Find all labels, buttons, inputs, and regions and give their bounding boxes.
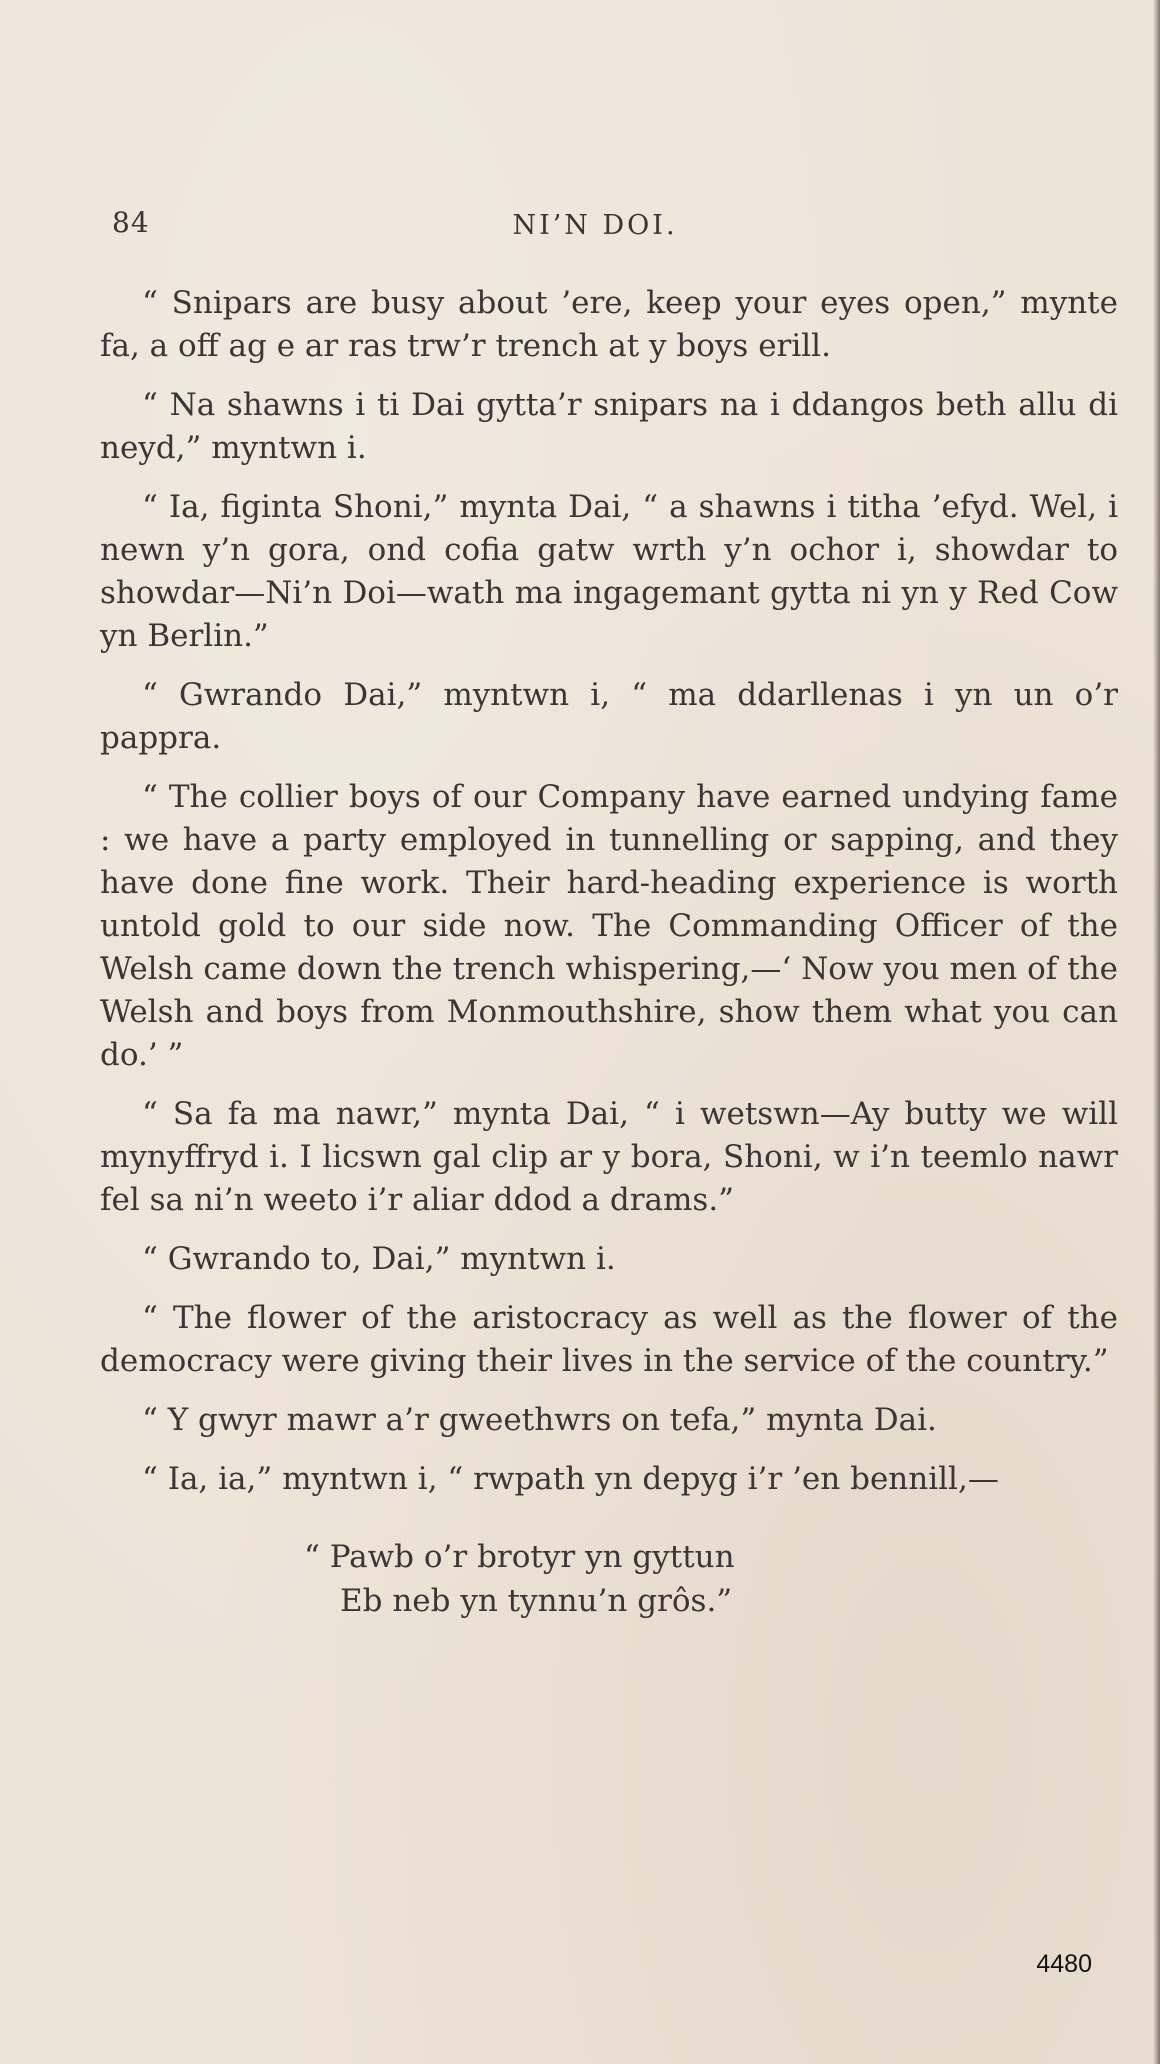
paragraph-9: “ Y gwyr mawr a’r gweethwrs on tefa,” mynta Dai.	[142, 1402, 937, 1438]
paragraph-7: “ Gwrando to, Dai,” myntwn i.	[142, 1241, 616, 1277]
paragraph-5: “ The collier boys of our Company have earned undying fame : we have a party employed in tunnelling or sapping, and they have done fine work. Their hard-heading experience is worth untold gold to our side now. The Commanding Officer of the Welsh came down the trench whispering,—‘ Now you men of the Welsh and boys from Monmouthshire, show them what you can do.’ ”	[100, 779, 1118, 1073]
paragraph-1: “ Snipars are busy about ’ere, keep your eyes open,” mynte fa, a off ag e ar ras trw’r trench at y boys erill.	[100, 285, 1118, 364]
paragraph-2: “ Na shawns i ti Dai gytta’r snipars na i ddangos beth allu di neyd,” myntwn i.	[100, 387, 1118, 466]
paragraph-4: “ Gwrando Dai,” myntwn i, “ ma ddarllenas i yn un o’r pappra.	[100, 677, 1118, 756]
paragraph-6: “ Sa fa ma nawr,” mynta Dai, “ i wetswn—Ay butty we will mynyffryd i. I licswn gal clip ar y bora, Shoni, w i’n teemlo nawr fel sa ni’n weeto i’r aliar ddod a drams.”	[100, 1096, 1118, 1218]
paragraph-3: “ Ia, figinta Shoni,” mynta Dai, “ a shawns i titha ’efyd. Wel, i newn y’n gora, ond cofia gatw wrth y’n ochor i, showdar to showdar—Ni’n Doi—wath ma ingagemant gytta ni yn y Red Cow yn Berlin.”	[100, 489, 1118, 654]
page-number: 84	[112, 206, 150, 239]
verse-line-1: “ Pawb o’r brotyr yn gyttun	[304, 1539, 735, 1575]
verse-quote	[304, 1535, 1118, 1623]
verse-line-2: Eb neb yn tynnu’n grôs.”	[340, 1583, 733, 1619]
paragraph-10: “ Ia, ia,” myntwn i, “ rwpath yn depyg i’r ’en bennill,—	[142, 1461, 999, 1497]
page-stamp: 4480	[1036, 1950, 1092, 1978]
paragraph-8: “ The flower of the aristocracy as well as the flower of the democracy were giving their lives in the service of the country.”	[100, 1300, 1118, 1379]
body-text	[100, 282, 1118, 1623]
running-title: NI’N DOI.	[512, 210, 678, 241]
